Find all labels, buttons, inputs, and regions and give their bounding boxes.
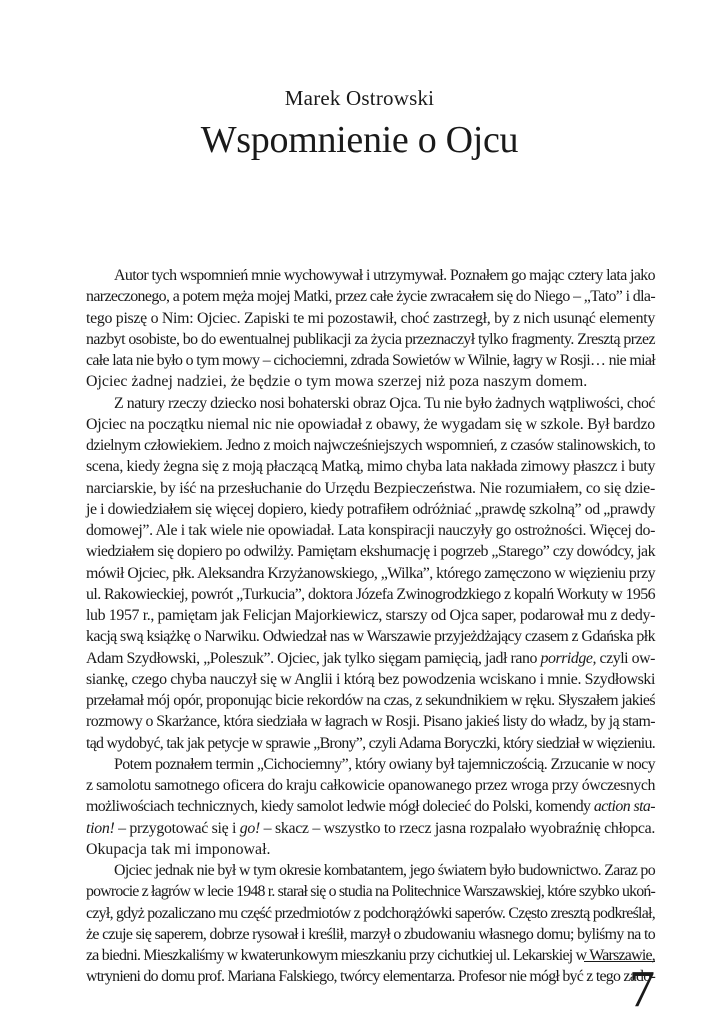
text-line: przełamał mój opór, proponując bicie rekordów na czas, z sekundnikiem w ręku. Słyszałem jakieś bbox=[86, 692, 655, 709]
text-line: nazbyt osobiste, bo do ewentualnej publikacji za życia przeznaczył tylko fragmenty. Zresztą przez bbox=[86, 330, 655, 348]
text-line: możliwościach technicznych, kiedy samolot ledwie mógł dolecieć do Polski, komendy action sta- bbox=[86, 798, 656, 816]
text-line: dzielnym człowiekiem. Jedno z moich najwcześniejszych wspomnień, z czasów stalinowskich, to bbox=[86, 437, 655, 454]
text-line: Z natury rzeczy dziecko nosi bohaterski obraz Ojca. Tu nie było żadnych wątpliwości, choć bbox=[114, 394, 655, 412]
text-line: Adam Szydłowski, „Poleszuk”. Ojciec, jak tylko sięgam pamięcią, jadł rano porridge, czyli ow- bbox=[86, 649, 655, 667]
text-line: scena, kiedy żegna się z moją płaczącą Matką, mimo chyba lata nakłada zimowy płaszcz i buty bbox=[86, 458, 655, 476]
text-line: Potem poznałem termin „Cichociemny”, który owiany był tajemniczością. Zrzucanie w nocy bbox=[114, 755, 655, 773]
text-line: Ojciec na początku niemal nic nie opowiadał z obawy, że wygadam się w szkole. Był bardzo bbox=[86, 415, 655, 433]
text-line: siankę, czego chyba nauczył się w Anglii i którą bez powodzenia wciskano i mnie. Szydłowski bbox=[86, 670, 655, 688]
text-line: narzeczonego, a potem męża mojej Matki, przez całe życie zwracałem się do Niego – „Tato” i dla- bbox=[86, 288, 655, 306]
text-line: za biedni. Mieszkaliśmy w kwaterunkowym mieszkaniu przy cichutkiej ul. Lekarskiej w Warszawie, bbox=[86, 947, 655, 964]
text-line: Ojciec żadnej nadziei, że będzie o tym mowa szerzej niż poza naszym domem. bbox=[86, 373, 588, 391]
text-line: czył, gdyż pozaliczano mu część przedmiotów z podchorążówki saperów. Często zresztą podkreślał, bbox=[86, 904, 655, 922]
text-line: wiedziałem się dopiero po odwilży. Pamiętam ekshumację i pogrzeb „Starego” czy dowódcy, jak bbox=[86, 543, 655, 561]
text-line: rozmowy o Skarżance, która siedziała w łagrach w Rosji. Pisano jakieś listy do władz, by ją stam- bbox=[86, 713, 655, 731]
text-line: Okupacja tak mi imponował. bbox=[86, 840, 271, 858]
text-line: lub 1957 r., pamiętam jak Felicjan Majorkiewicz, starszy od Ojca saper, podarował mu z dedy- bbox=[86, 607, 655, 624]
text-line: z samolotu samotnego oficera do kraju całkowicie opanowanego przez wroga przy ówczesnych bbox=[86, 777, 655, 794]
text-line: kacją swą książkę o Narwiku. Odwiedzał nas w Warszawie przyjeżdżający czasem z Gdańska płk bbox=[86, 628, 655, 646]
text-line: że czuje się saperem, dobrze rysował i kreślił, marzył o zbudowaniu własnego domu; byliśmy na to bbox=[86, 925, 655, 943]
body-text bbox=[86, 265, 655, 988]
text-line: je i dowiedziałem się więcej dopiero, kiedy potrafiłem odróżniać „prawdę szkolną” od „prawdy bbox=[86, 500, 655, 518]
text-line: ul. Rakowieckiej, powrót „Turkucia”, doktora Józefa Zwinogrodzkiego z kopalń Workuty w 1956 bbox=[86, 585, 655, 603]
text-line: tąd wydobyć, tak jak petycje w sprawie „Brony”, czyli Adama Boryczki, który siedział w więzieniu. bbox=[86, 734, 655, 752]
text-line: całe lata nie było o tym mowy – cichociemni, zdrada Sowietów w Wilnie, łagry w Rosji… nie miał bbox=[86, 352, 655, 369]
author-name: Marek Ostrowski bbox=[284, 86, 435, 110]
text-line: domowej”. Ale i tak wiele nie opowiadał. Lata konspiracji nauczyły go ostrożności. Więcej do- bbox=[86, 522, 655, 539]
text-line: tion! – przygotować się i go! – skacz – wszystko to rzecz jasna rozpalało wyobraźnię chłopca. bbox=[86, 819, 656, 837]
text-line: wtrynieni do domu prof. Mariana Falskiego, twórcy elementarza. Profesor nie mógł być z tego zado- bbox=[86, 968, 655, 986]
text-line: tego piszę o Nim: Ojciec. Zapiski te mi pozostawił, choć zastrzegł, by z nich usunąć elementy bbox=[86, 309, 655, 327]
text-line: Autor tych wspomnień mnie wychowywał i utrzymywał. Poznałem go mając cztery lata jako bbox=[114, 267, 655, 284]
chapter-title: Wspomnienie o Ojcu bbox=[200, 119, 519, 161]
page-number: 7 bbox=[629, 961, 655, 1018]
text-line: narciarskie, by iść na przesłuchanie do Urzędu Bezpieczeństwa. Nie rozumiałem, co się dzie- bbox=[86, 479, 655, 497]
text-line: mówił Ojciec, płk. Aleksandra Krzyżanowskiego, „Wilka”, którego zamęczono w więzieniu przy bbox=[86, 564, 655, 582]
text-line: powrocie z łagrów w lecie 1948 r. starał się o studia na Politechnice Warszawskiej, które szybko ukoń- bbox=[86, 883, 655, 901]
text-line: Ojciec jednak nie był w tym okresie kombatantem, jego światem było budownictwo. Zaraz po bbox=[114, 862, 655, 879]
